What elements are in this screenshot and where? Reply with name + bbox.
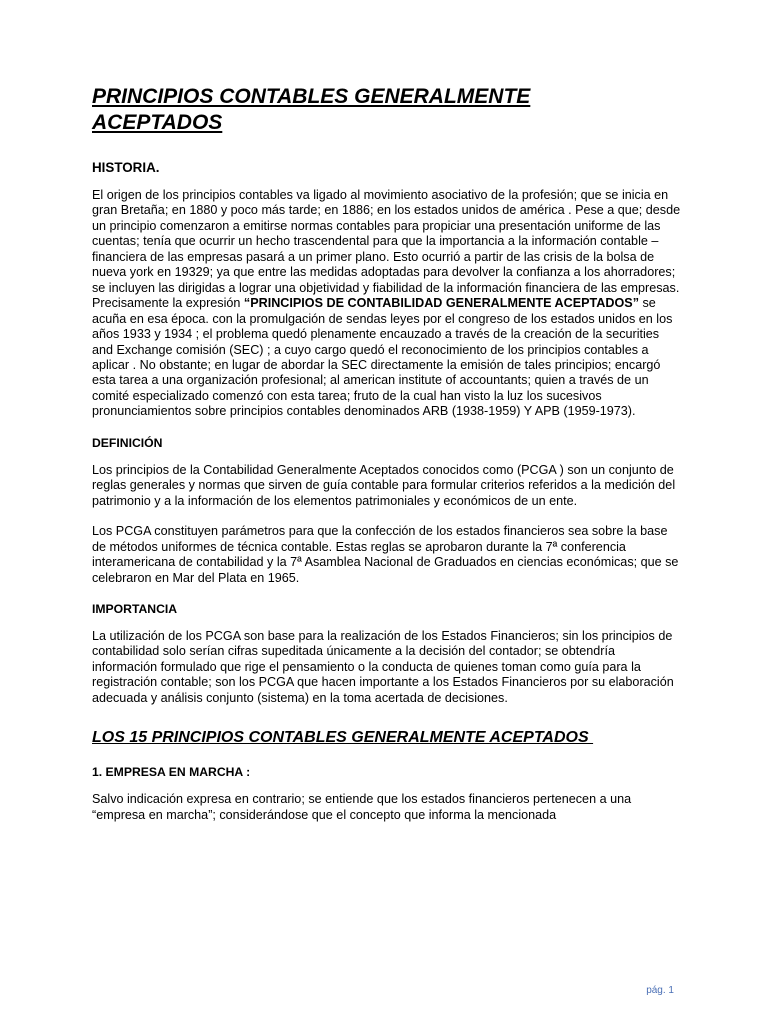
principle-1-text: Salvo indicación expresa en contrario; se entiende que los estados financieros pertenecen a una “empresa en marcha”; considerándose que el concepto que informa la mencionada xyxy=(92,792,632,822)
paragraph-definicion-1: Los principios de la Contabilidad Generalmente Aceptados conocidos como (PCGA ) son un conjunto de reglas generales y normas que sirven de guía contable para formular criterios referidos a la medición del patrimonio y a la información de los elementos patrimoniales y económicos de un ente. xyxy=(92,462,676,508)
principles-subtitle: LOS 15 PRINCIPIOS CONTABLES GENERALMENTE ACEPTADOS xyxy=(92,729,594,747)
paragraph-historia xyxy=(92,188,682,420)
paragraph-importancia: La utilización de los PCGA son base para la realización de los Estados Financieros; sin los principios de contabilidad solo serían cifras supeditada únicamente a la decisión del contador; se obtendría información formulado que rige el pensamiento o la conducta de quienes toman como guía para la registración contable; son los PCGA que hacen importante a los Estados Financieros por su elaboración adecuada y análisis conjunto (sistema) en la toma acertada de decisiones. xyxy=(92,628,674,705)
document-page xyxy=(92,84,682,838)
paragraph-definicion-2: Los PCGA constituyen parámetros para que la confección de los estados financieros sea sobre la base de métodos uniformes de técnica contable. Estas reglas se aprobaron durante la 7ª conferencia interamericana de contabilidad y la 7ª Asamblea Nacional de Graduados en ciencias económicas; que se celebraron en Mar del Plata en 1965. xyxy=(92,524,679,585)
paragraph-bold-term: “PRINCIPIOS DE CONTABILIDAD GENERALMENTE ACEPTADOS” xyxy=(243,296,639,311)
page-number: pág. 1 xyxy=(646,985,674,996)
section-heading-definicion: DEFINICIÓN xyxy=(92,435,163,450)
principle-1-heading: 1. EMPRESA EN MARCHA : xyxy=(92,765,251,780)
section-heading-historia: HISTORIA. xyxy=(92,160,160,175)
paragraph-text: se acuña en esa época. con la promulgación de sendas leyes por el congreso de los estados unidos en los años 1933 y 1934 ; el problema quedó plenamente encauzado a través de la creación de la securities and Exchange comisión (SEC) ; a cuyo cargo quedó el reconocimiento de los principios contables a aplicar . No obstante; en lugar de abordar la SEC directamente la emisión de tales principios; encargó esta tarea a una organización profesional; al american institute of accountants; quien a través de un comité especializado comenzó con esta tarea; fruto de la cual han visto la luz los sucesivos pronunciamientos sobre principios contables denominados ARB (1938-1959) Y APB (1959-1973). xyxy=(92,296,673,419)
paragraph-text: El origen de los principios contables va ligado al movimiento asociativo de la profesión; que se inicia en gran Bretaña; en 1880 y poco más tarde; en 1886; en los estados unidos de américa . Pese a que; desde un principio comenzaron a emitirse normas contables para propiciar una presentación uniforme de las cuentas; tenía que ocurrir un hecho trascendental para que la importancia a la información contable – financiera de las empresas pasará a un primer plano. Esto ocurrió a partir de las crisis de la bolsa de nueva york en 19329; ya que entre las medidas adoptadas para devolver la confianza a los ahorradores; se incluyen las dirigidas a lograr una objetividad y fiabilidad de la información financiera de las empresas. Precisamente la expresión xyxy=(92,188,681,311)
section-heading-importancia: IMPORTANCIA xyxy=(92,601,178,616)
document-title: PRINCIPIOS CONTABLES GENERALMENTE ACEPTADOS xyxy=(92,85,531,134)
